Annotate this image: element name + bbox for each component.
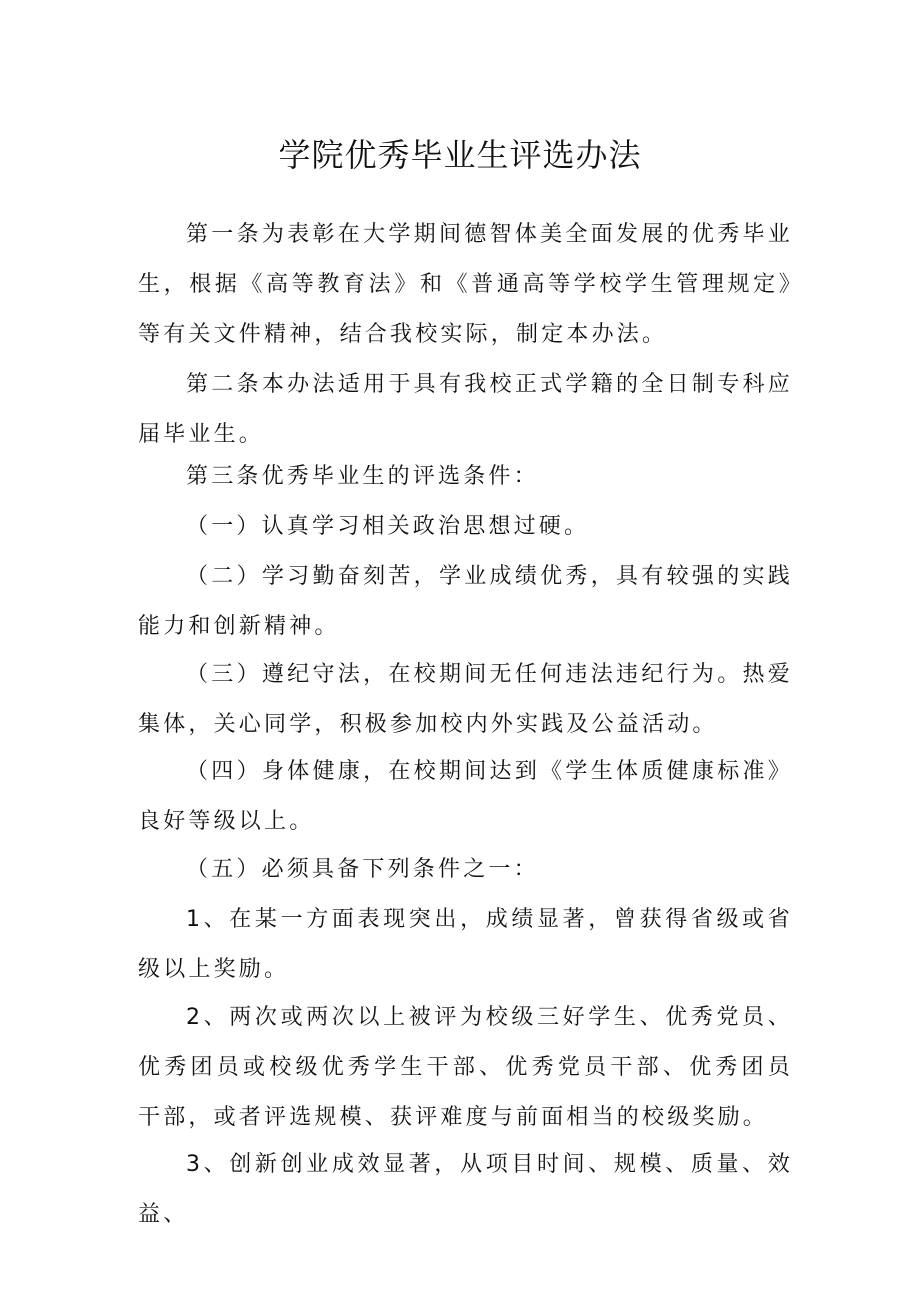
paragraph-condition-5: （五）必须具备下列条件之一： — [186, 857, 539, 882]
paragraph-condition-3: （三）遵纪守法，在校期间无任何违法违纪行为。热爱集体，关心同学，积极参加校内外实践及公益活动。 — [138, 662, 793, 737]
paragraph-condition-1: （一）认真学习相关政治思想过硬。 — [186, 514, 590, 539]
document-title: 学院优秀毕业生评选办法 — [278, 136, 642, 174]
paragraph-item-1: 1、在某一方面表现突出，成绩显著，曾获得省级或省级以上奖励。 — [138, 907, 793, 982]
paragraph-article-1: 第一条为表彰在大学期间德智体美全面发展的优秀毕业生，根据《高等教育法》和《普通高等学校学生管理规定》等有关文件精神，结合我校实际，制定本办法。 — [138, 222, 793, 347]
paragraph-condition-2: （二）学习勤奋刻苦，学业成绩优秀，具有较强的实践能力和创新精神。 — [138, 564, 793, 639]
paragraph-article-2: 第二条本办法适用于具有我校正式学籍的全日制专科应届毕业生。 — [138, 372, 793, 447]
paragraph-condition-4: （四）身体健康，在校期间达到《学生体质健康标准》良好等级以上。 — [138, 759, 793, 834]
paragraph-article-3: 第三条优秀毕业生的评选条件： — [186, 464, 539, 489]
paragraph-item-3: 3、创新创业成效显著，从项目时间、规模、质量、效益、 — [138, 1152, 793, 1227]
paragraph-item-2: 2、两次或两次以上被评为校级三好学生、优秀党员、优秀团员或校级优秀学生干部、优秀党员干部、优秀团员干部，或者评选规模、获评难度与前面相当的校级奖励。 — [138, 1005, 793, 1130]
